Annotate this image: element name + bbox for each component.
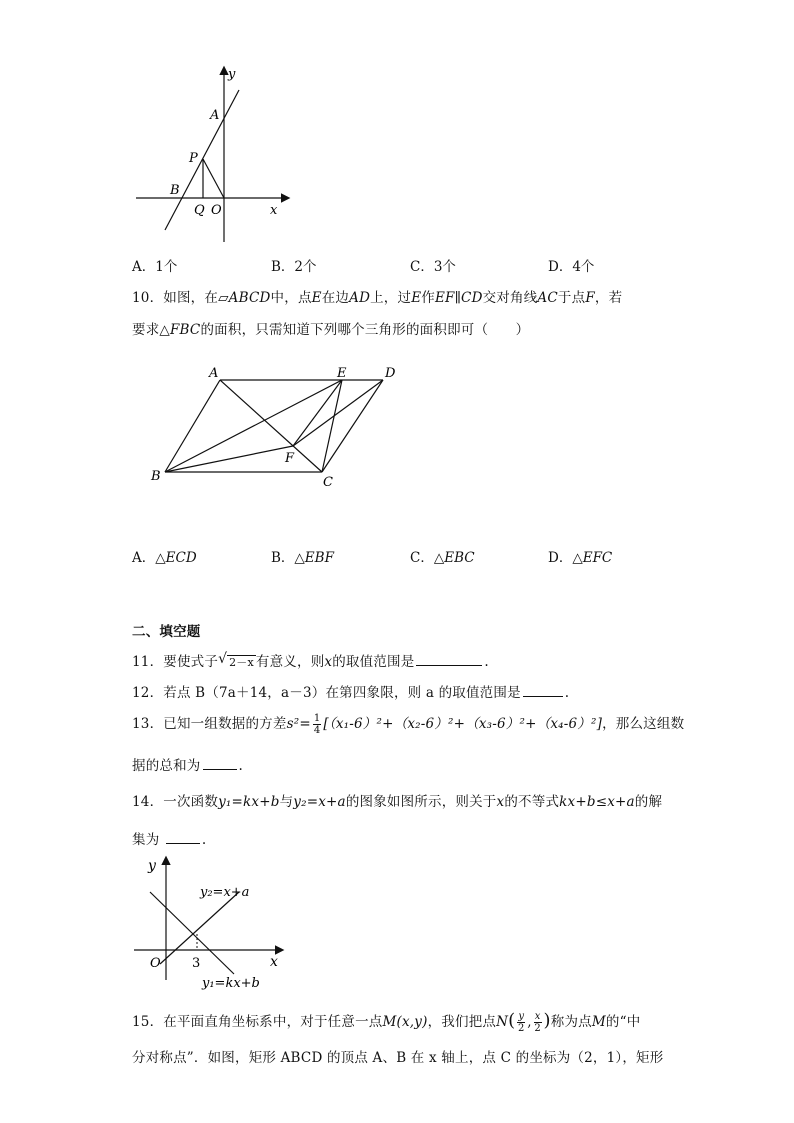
label-y: y <box>148 858 156 874</box>
q9-option-d[interactable]: D．4个 <box>548 259 595 275</box>
figure-q14 <box>130 852 300 994</box>
q10-label-a: A <box>209 366 219 381</box>
q13-line1: 13．已知一组数据的方差s²= $\frac{1}{4}$ [（x₁-6）²+（x₂-6）²+（x₃-6）²+（x₄-6）²]，那么这组数 <box>132 713 685 736</box>
q10-label-f: F <box>285 451 295 466</box>
label-x: x <box>270 954 278 970</box>
q10-option-b[interactable]: B．△EBF <box>271 550 334 566</box>
figure-q10 <box>145 360 415 495</box>
label-x: x <box>270 203 278 218</box>
label-y1: y₁=kx+b <box>202 976 260 991</box>
label-b: B <box>170 183 180 198</box>
answer-blank[interactable] <box>416 664 482 666</box>
q10-label-d: D <box>385 366 396 381</box>
q12: 12．若点 B（7a＋14，a－3）在第四象限，则 a 的取值范围是 . <box>132 685 570 701</box>
label-y: y <box>228 67 236 82</box>
label-y2: y₂=x+a <box>200 885 250 900</box>
answer-blank[interactable] <box>166 842 200 844</box>
q9-option-a[interactable]: A．1个 <box>132 259 178 275</box>
sqrt-expression: √ 2－x <box>218 651 254 669</box>
label-a: A <box>210 108 220 123</box>
q9-option-b[interactable]: B．2个 <box>271 259 317 275</box>
q10-option-c[interactable]: C．△EBC <box>410 550 475 566</box>
label-3: 3 <box>192 956 201 971</box>
q14-line2: 集为 . <box>132 832 207 848</box>
q15-line1: 15．在平面直角坐标系中，对于任意一点M(x,y)，我们把点N( $\frac{y}{2}$ , $\frac{x}{2}$ )称为点M的“中 <box>132 1010 641 1034</box>
q11: 11．要使式子 √ 2－x 有意义，则x的取值范围是 . <box>132 651 489 670</box>
label-q: Q <box>194 203 205 218</box>
q15-line2: 分对称点”．如图，矩形 ABCD 的顶点 A、B 在 x 轴上，点 C 的坐标为（2，1），矩形 <box>132 1050 664 1066</box>
answer-blank[interactable] <box>203 768 237 770</box>
figure-q9 <box>130 62 300 247</box>
q10-option-d[interactable]: D．△EFC <box>548 550 613 566</box>
label-o: O <box>150 956 161 971</box>
q10-line2: 要求△FBC的面积，只需知道下列哪个三角形的面积即可（ ） <box>132 322 530 338</box>
q10-label-e: E <box>337 366 347 381</box>
label-o: O <box>211 203 222 218</box>
q9-option-c[interactable]: C．3个 <box>410 259 456 275</box>
line-y2 <box>160 892 239 964</box>
section-heading: 二、填空题 <box>132 624 201 640</box>
q10-label-c: C <box>323 475 333 490</box>
answer-blank[interactable] <box>523 695 563 697</box>
segment-po <box>203 159 224 198</box>
fraction: $\frac{1}{4}$ <box>313 713 321 736</box>
q10-line1: 10．如图，在▱ABCD中，点E在边AD上，过E作EF∥CD交对角线AC于点F，若 <box>132 290 623 306</box>
label-p: P <box>189 151 198 166</box>
q10-label-b: B <box>151 469 161 484</box>
q14-line1: 14．一次函数y₁=kx+b与y₂=x+a的图象如图所示，则关于x的不等式kx+b≤x+a的解 <box>132 794 663 810</box>
q10-option-a[interactable]: A．△ECD <box>132 550 197 566</box>
q13-line2: 据的总和为 . <box>132 758 243 774</box>
